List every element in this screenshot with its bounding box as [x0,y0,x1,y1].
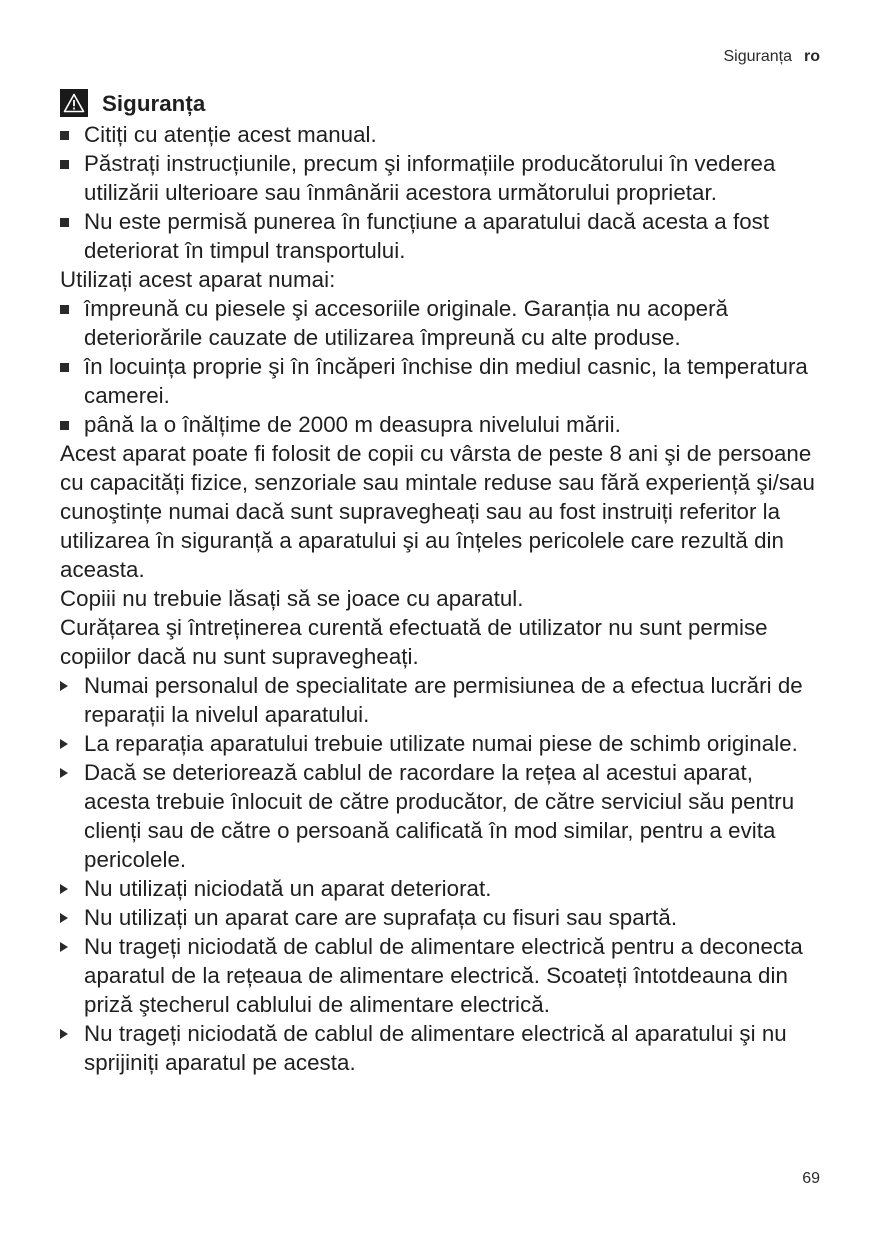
bullet-arrow-icon [60,903,80,932]
list-item-text: Păstrați instrucțiunile, precum şi informațiile producătorului în vederea utilizării ulterioare sau înmânării acestora următorului proprietar. [84,151,776,205]
cleaning-paragraph: Curățarea şi întreținerea curentă efectuată de utilizator nu sunt permise copiilor dacă nu sunt supravegheați. [60,615,768,669]
bullet-arrow-icon [60,1019,80,1048]
bullet-arrow-icon [60,758,80,787]
instruction-list [60,671,822,1077]
section-title: Siguranța [102,90,206,116]
list-item-text: împreună cu piesele şi accesoriile originale. Garanția nu acoperă deteriorările cauzate de utilizarea împreună cu alte produse. [84,296,729,350]
bullet-square-icon [60,294,80,323]
list-item-text: Nu este permisă punerea în funcțiune a aparatului dacă acesta a fost deteriorat în timpul transportului. [84,209,770,263]
list-item [60,120,822,149]
list-item [60,352,822,410]
instruction-item [60,1019,822,1077]
list-item [60,207,822,265]
instruction-item [60,874,822,903]
bullet-square-icon [60,120,80,149]
bullet-square-icon [60,149,80,178]
usage-heading: Utilizați acest aparat numai: [60,267,336,292]
bullet-arrow-icon [60,671,80,700]
bullet-arrow-icon [60,874,80,903]
bullet-square-icon [60,410,80,439]
instruction-text: Nu utilizați un aparat care are suprafața cu fisuri sau spartă. [84,905,678,930]
running-header [724,48,821,66]
bullet-arrow-icon [60,932,80,961]
intro-list [60,120,822,265]
children-play-paragraph: Copiii nu trebuie lăsați să se joace cu aparatul. [60,586,524,611]
instruction-item [60,903,822,932]
instruction-item [60,671,822,729]
bullet-square-icon [60,352,80,381]
list-item-text: până la o înălțime de 2000 m deasupra nivelului mării. [84,412,621,437]
list-item [60,410,822,439]
bullet-square-icon [60,207,80,236]
page-number: 69 [802,1170,820,1187]
list-item-text: în locuința proprie şi în încăperi închise din mediul casnic, la temperatura camerei. [84,354,808,408]
instruction-text: Nu trageți niciodată de cablul de alimentare electrică pentru a deconecta aparatul de la rețeaua de alimentare electrică. Scoateți întotdeauna din priză ştecherul cablului de alimentare electrică. [84,934,803,1017]
section-heading [60,86,822,120]
children-paragraph: Acest aparat poate fi folosit de copii cu vârsta de peste 8 ani şi de persoane cu capacități fizice, senzoriale sau mintale reduse sau fără experiență şi/sau cunoştințe numai dacă sunt supravegheați sau au fost instruiți referitor la utilizarea în siguranță a aparatului şi au înțeles pericolele care rezultă din aceasta. [60,441,815,582]
page-content [60,86,822,1077]
warning-icon [60,89,88,117]
instruction-text: Nu utilizați niciodată un aparat deteriorat. [84,876,492,901]
instruction-text: Numai personalul de specialitate are permisiunea de a efectua lucrări de reparații la nivelul aparatului. [84,673,803,727]
instruction-text: Dacă se deteriorează cablul de racordare la rețea al acestui aparat, acesta trebuie înlocuit de către producător, de către serviciul său pentru clienți sau de către o persoană calificată în mod similar, pentru a evita pericolele. [84,760,795,872]
running-header-section: Siguranța [723,48,792,65]
instruction-text: Nu trageți niciodată de cablul de alimentare electrică al aparatului şi nu sprijiniți aparatul pe acesta. [84,1021,787,1075]
instruction-item [60,932,822,1019]
instruction-item [60,729,822,758]
instruction-item [60,758,822,874]
bullet-arrow-icon [60,729,80,758]
running-header-language: ro [804,48,820,65]
list-item [60,149,822,207]
list-item [60,294,822,352]
usage-list [60,294,822,439]
list-item-text: Citiți cu atenție acest manual. [84,122,377,147]
warning-triangle-icon [63,93,85,113]
instruction-text: La reparația aparatului trebuie utilizate numai piese de schimb originale. [84,731,798,756]
